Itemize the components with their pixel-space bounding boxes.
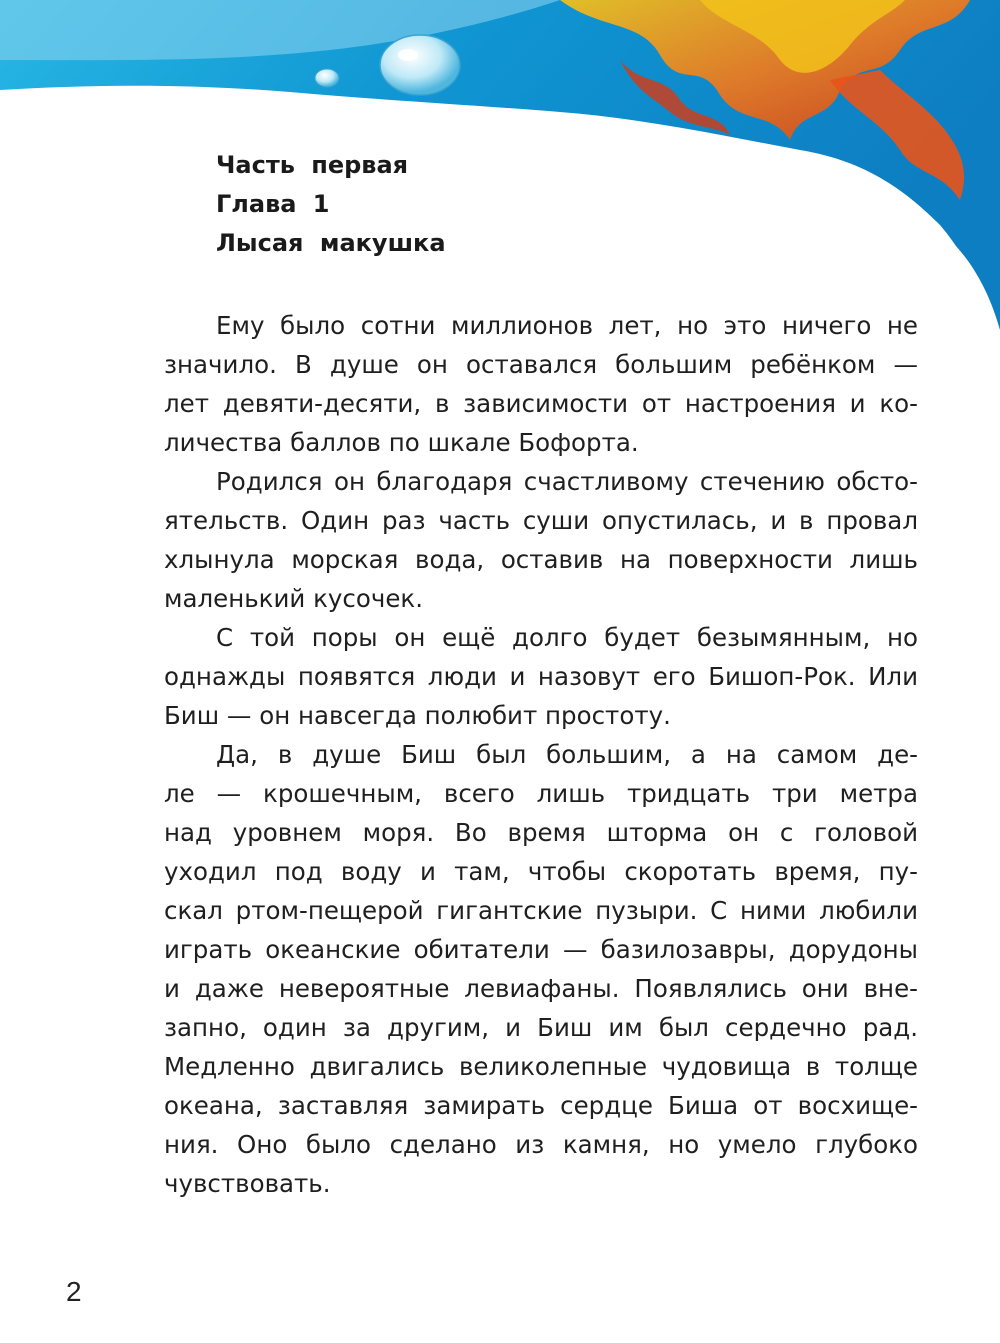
text-line: значило. В душе он оставался большим ребёнком —: [164, 350, 918, 379]
text-line: ле — крошечным, всего лишь тридцать три метра: [164, 779, 918, 808]
text-line: Родился он благодаря счастливому стечению обсто-: [216, 467, 918, 496]
text-line: уходил под воду и там, чтобы скоротать время, пу-: [164, 857, 918, 886]
text-line: Медленно двигались великолепные чудовища в толще: [164, 1052, 918, 1081]
text-line: хлынула морская вода, оставив на поверхности лишь: [164, 545, 918, 574]
part-label: Часть первая: [216, 151, 409, 179]
text-line: однажды появятся люди и назовут его Бишоп-Рок. Или: [164, 662, 918, 691]
text-line: Да, в душе Биш был большим, а на самом де-: [216, 740, 918, 769]
text-line: над уровнем моря. Во время шторма он с головой: [164, 818, 918, 847]
text-line: запно, один за другим, и Биш им был сердечно рад.: [164, 1013, 918, 1042]
text-line: личества баллов по шкале Бофорта.: [164, 428, 639, 457]
text-line: чувствовать.: [164, 1169, 331, 1198]
text-line: океана, заставляя замирать сердце Биша от восхище-: [164, 1091, 918, 1120]
chapter-label: Глава 1: [216, 190, 330, 218]
text-line: и даже невероятные левиафаны. Появлялись они вне-: [164, 974, 918, 1003]
text-line: лет девяти-десяти, в зависимости от настроения и ко-: [164, 389, 918, 418]
text-line: ятельств. Один раз часть суши опустилась, и в провал: [164, 506, 918, 535]
text-line: скал ртом-пещерой гигантские пузыри. С ними любили: [164, 896, 918, 925]
text-line: Биш — он навсегда полюбит простоту.: [164, 701, 671, 730]
chapter-heading: [216, 146, 446, 263]
text-line: играть океанские обитатели — базилозавры, дорудоны: [164, 935, 918, 964]
sea-illustration: [0, 0, 1000, 330]
text-line: маленький кусочек.: [164, 584, 424, 613]
text-line: ния. Оно было сделано из камня, но умело глубоко: [164, 1130, 918, 1159]
chapter-text: [164, 306, 918, 1203]
page-number: 2: [66, 1276, 82, 1307]
chapter-title: Лысая макушка: [216, 229, 446, 257]
text-line: Ему было сотни миллионов лет, но это ничего не: [216, 311, 918, 340]
text-line: С той поры он ещё долго будет безымянным, но: [216, 623, 918, 652]
